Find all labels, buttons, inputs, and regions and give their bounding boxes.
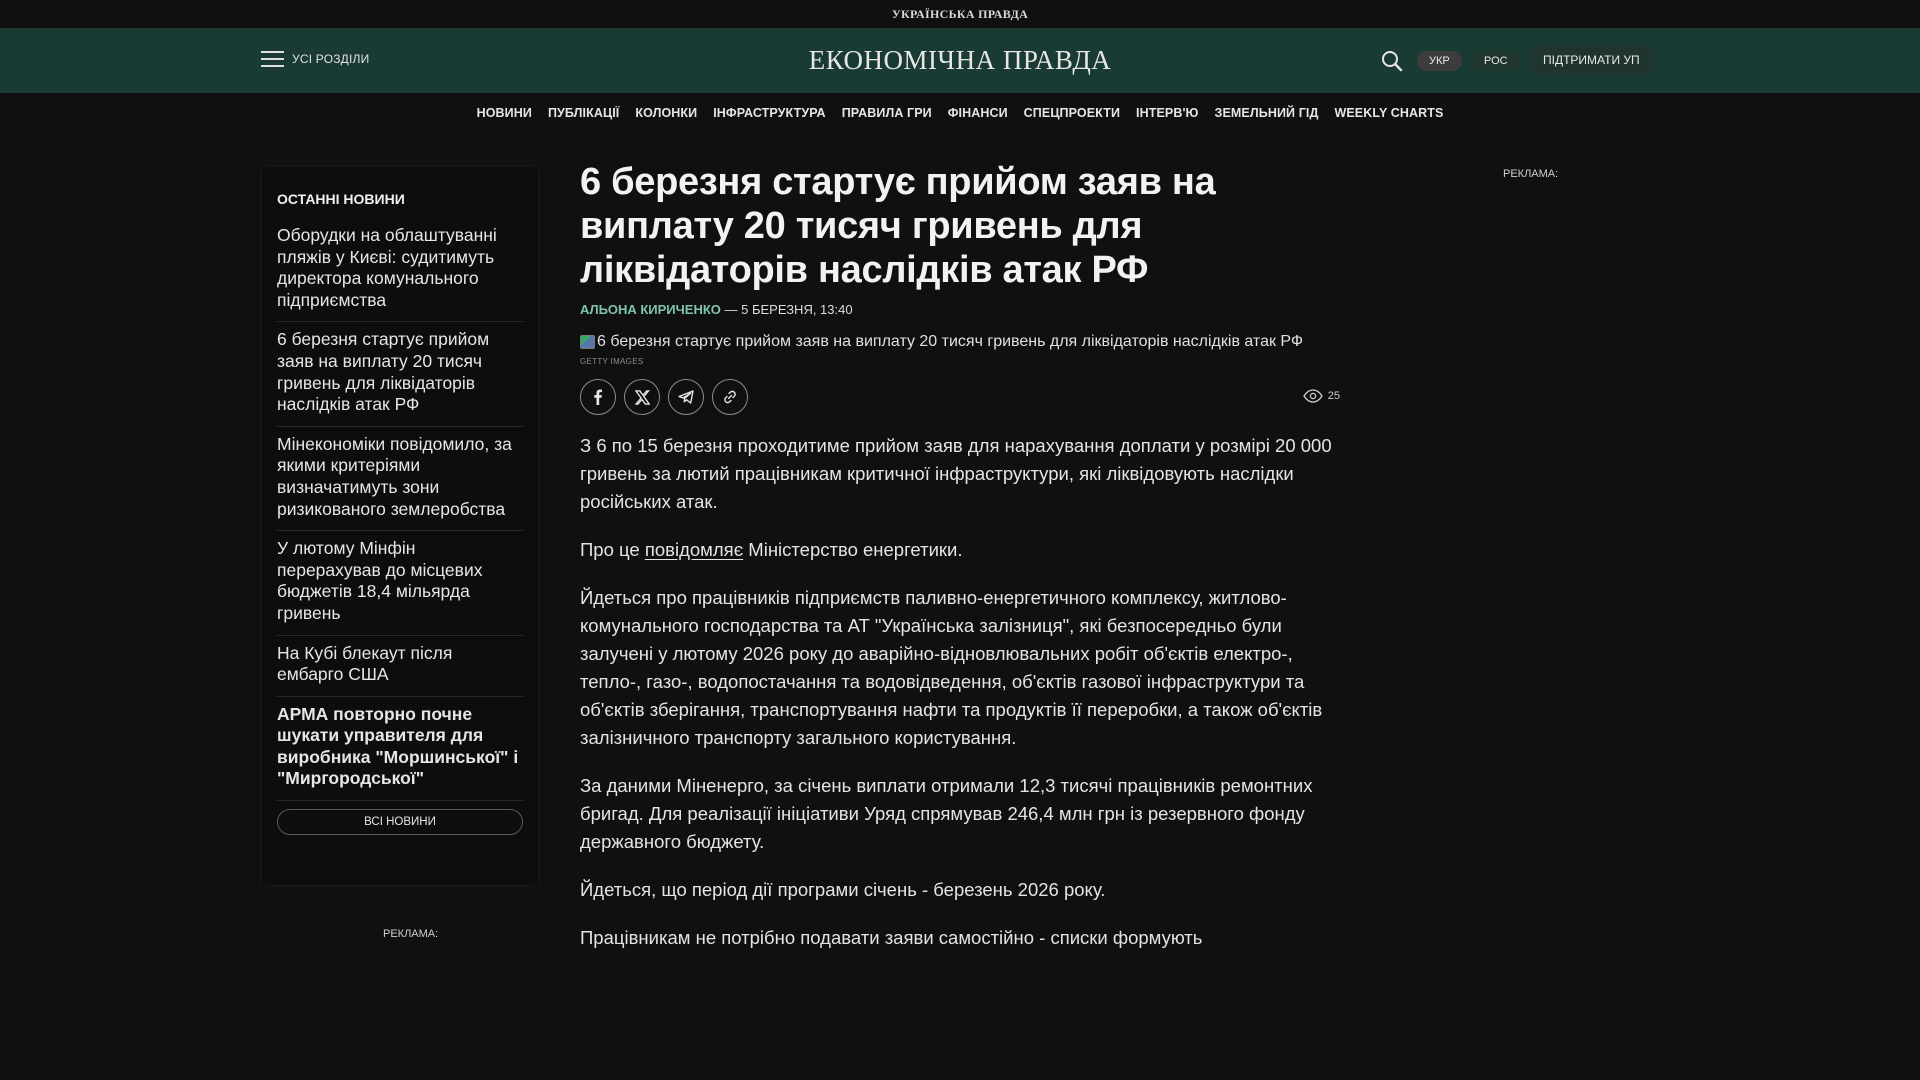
all-news-button[interactable]: ВСІ НОВИНИ [277,809,523,835]
article-headline: 6 березня стартує прийом заяв на виплату 20 тисяч гривень для ліквідаторів наслідків атак РФ [580,161,1216,291]
lang-ros-button[interactable]: РОС [1472,51,1520,71]
views-counter [1303,389,1340,403]
latest-news-title[interactable]: ОСТАННІ НОВИНИ [277,191,405,207]
nav-item-publications[interactable]: ПУБЛІКАЦІЇ [547,106,620,120]
source-link[interactable]: повідомляє [644,539,744,560]
main-nav [0,106,1920,120]
nav-item-special-projects[interactable]: СПЕЦПРОЕКТИ [1023,106,1121,120]
header [0,28,1920,93]
telegram-icon [678,389,694,405]
search-icon[interactable] [1380,49,1404,73]
share-telegram-button[interactable] [668,379,704,415]
paragraph: Йдеться про працівників підприємств паливно-енергетичного комплексу, житлово-комунального господарства та АТ "Українська залізниця", які безпосередньо були залучені у лютому 2026 року до аварійно-відновлювальних робіт об'єктів електро-, тепло-, газо-, водопостачання та водовідведення, об'єктів газової інфраструктури та об'єктів зберігання, транспортування нафти та продуктів її переробки, а також об'єктів залізничного транспорту загального користування. [580,587,1323,748]
copy-link-button[interactable] [712,379,748,415]
paragraph: За даними Міненерго, за січень виплати отримали 12,3 тисячі працівників ремонтних бригад. Для реалізації ініціативи Уряд спрямував 246,4 млн грн із резервного фонду державного бюджету. [580,775,1313,852]
article-body [580,432,1340,952]
site-name[interactable]: УКРАЇНСЬКА ПРАВДА [891,7,1029,21]
facebook-icon [590,389,606,405]
lang-ukr-button[interactable]: УКР [1417,51,1462,71]
all-sections-label: УСІ РОЗДІЛИ [292,52,370,66]
nav-item-rules[interactable]: ПРАВИЛА ГРИ [841,106,932,120]
nav-item-news[interactable]: НОВИНИ [476,106,532,120]
author-link[interactable]: АЛЬОНА КИРИЧЕНКО [580,302,721,317]
news-item[interactable]: АРМА повторно почне шукати управителя для виробника "Моршинської" і "Миргородської" [277,697,523,801]
byline-separator: — [720,302,742,317]
news-item[interactable]: На Кубі блекаут після ембарго США [277,636,523,697]
article [580,160,1340,952]
logo[interactable]: ЕКОНОМІЧНА ПРАВДА [808,45,1112,75]
publish-date: 5 БЕРЕЗНЯ, 13:40 [741,302,853,317]
news-item[interactable]: У лютому Мінфін перерахував до місцевих бюджетів 18,4 мільярда гривень [277,531,523,635]
paragraph: Працівникам не потрібно подавати заяви самостійно - списки формують [580,927,1203,948]
news-item[interactable]: Мінекономіки повідомило, за якими критеріями визначатимуть зони ризикованого землеробства [277,427,523,531]
ad-label-right: РЕКЛАМА: [1503,168,1559,180]
x-icon [635,390,650,405]
paragraph: З 6 по 15 березня проходитиме прийом заяв для нарахування доплати у розмірі 20 000 гривень за лютий працівникам критичної інфраструктури, які ліквідовують наслідки російських атак. [580,435,1332,512]
paragraph-text: Міністерство енергетики. [743,539,963,560]
article-image [580,333,1340,351]
paragraph: Йдеться, що період дії програми січень - березень 2026 року. [580,879,1106,900]
news-item[interactable]: Оборудки на облаштуванні пляжів у Києві: судитимуть директора комунального підприємства [277,218,523,322]
share-bar [580,379,1340,415]
nav-item-infrastructure[interactable]: ІНФРАСТРУКТУРА [713,106,826,120]
image-credit: GETTY IMAGES [580,357,644,366]
support-button[interactable]: ПІДТРИМАТИ УП [1529,45,1654,75]
paragraph [580,536,1340,564]
nav-item-interview[interactable]: ІНТЕРВ'Ю [1136,106,1199,120]
link-icon [722,389,738,405]
nav-item-columns[interactable]: КОЛОНКИ [635,106,698,120]
site-top-strip[interactable] [0,0,1920,28]
broken-image-icon [580,335,595,349]
byline [580,302,1340,317]
ad-label-left: РЕКЛАМА: [383,928,439,940]
share-x-button[interactable] [624,379,660,415]
eye-icon [1303,389,1323,403]
share-facebook-button[interactable] [580,379,616,415]
latest-news-sidebar [262,167,538,885]
nav-item-weekly-charts[interactable]: WEEKLY CHARTS [1334,106,1444,120]
views-count: 25 [1327,390,1340,402]
nav-item-land-guide[interactable]: ЗЕМЕЛЬНИЙ ГІД [1214,106,1319,120]
nav-item-finance[interactable]: ФІНАНСИ [947,106,1008,120]
article-image-alt: 6 березня стартує прийом заяв на виплату 20 тисяч гривень для ліквідаторів наслідків атак РФ [597,333,1304,350]
paragraph-text: Про це [580,539,645,560]
news-item[interactable]: 6 березня стартує прийом заяв на виплату 20 тисяч гривень для ліквідаторів наслідків атак РФ [277,322,523,426]
